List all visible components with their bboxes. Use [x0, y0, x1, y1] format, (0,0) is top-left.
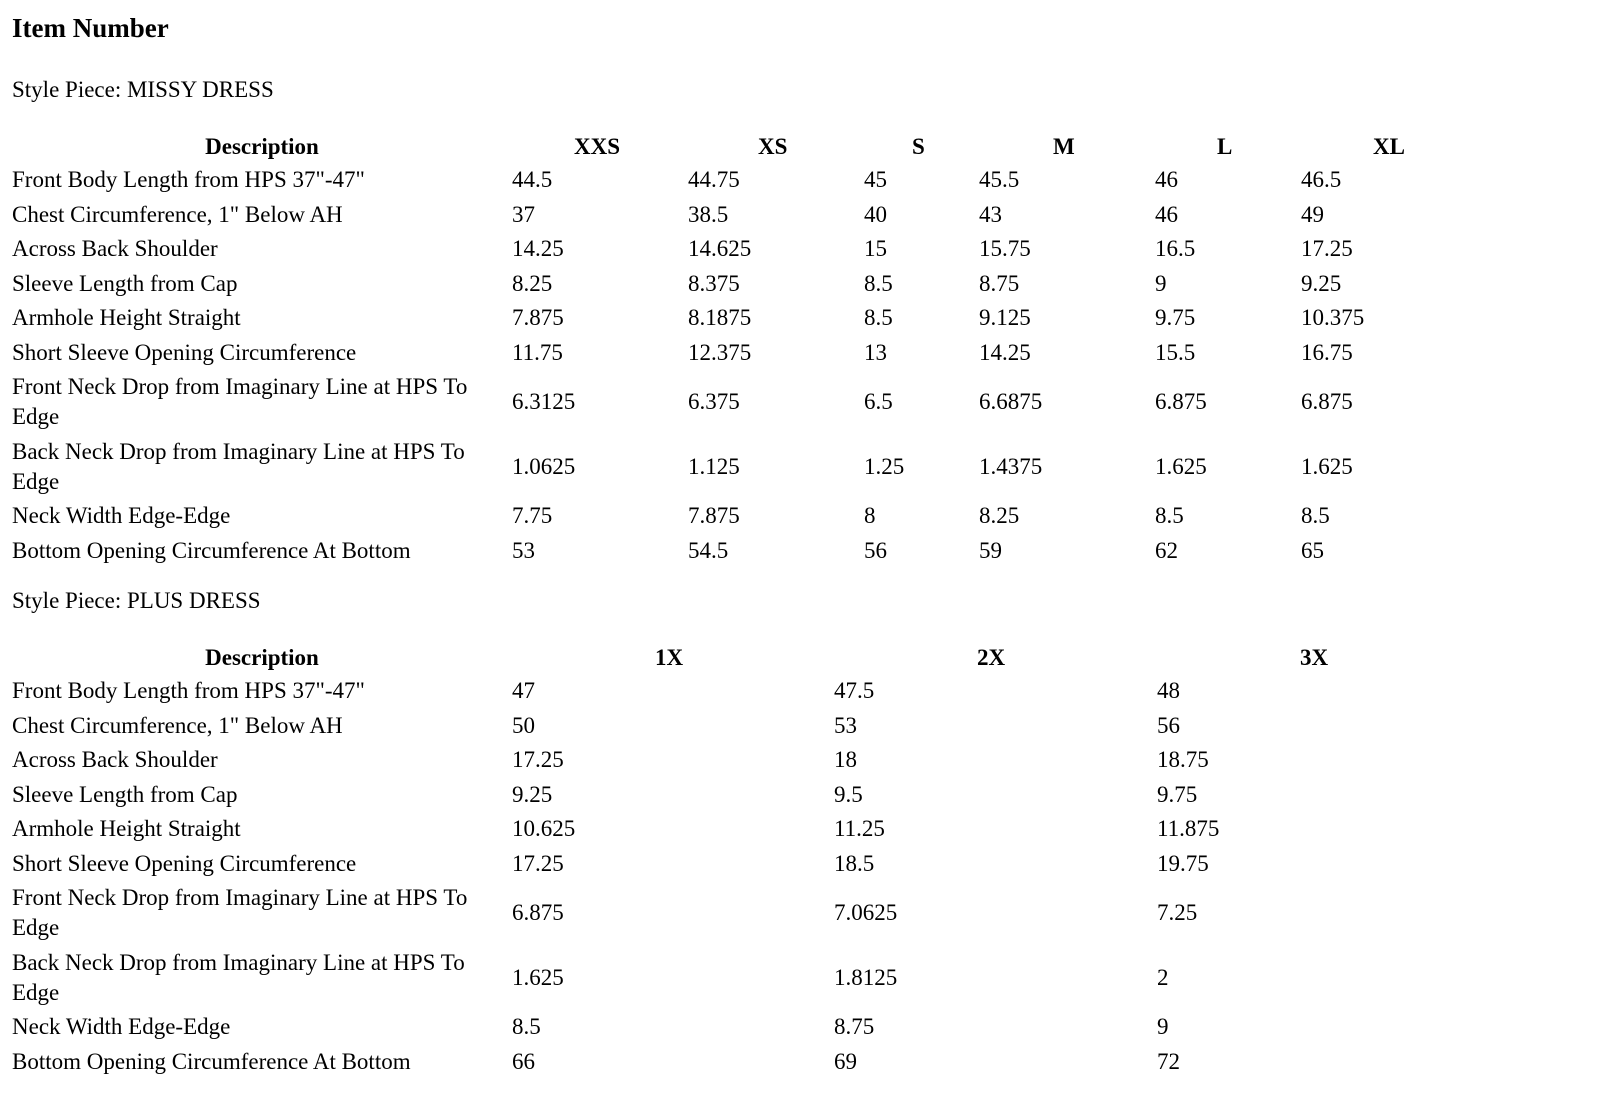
measurement-value: 8 — [864, 503, 876, 529]
row-description: Back Neck Drop from Imaginary Line at HPS To Edge — [12, 438, 465, 494]
measurement-value: 8.5 — [1155, 503, 1184, 529]
row-description: Front Body Length from HPS 37"-47" — [12, 167, 365, 193]
measurement-value: 15.5 — [1155, 339, 1196, 365]
item-number-heading: Item Number — [12, 13, 169, 43]
row-description: Front Neck Drop from Imaginary Line at HPS To Edge — [12, 374, 468, 430]
measurement-value: 8.1875 — [688, 305, 752, 331]
measurement-value: 69 — [834, 1048, 857, 1074]
measurement-value: 45 — [864, 167, 887, 193]
measurement-value: 37 — [512, 201, 535, 227]
measurement-value: 18 — [834, 747, 857, 773]
measurement-value: 6.875 — [1155, 389, 1207, 415]
measurement-value: 56 — [1157, 712, 1180, 738]
measurement-value: 9.75 — [1157, 781, 1198, 807]
measurement-value: 14.25 — [512, 236, 564, 262]
table-row — [12, 847, 1587, 882]
measurement-value: 1.625 — [1301, 453, 1353, 479]
measurement-value: 8.75 — [834, 1014, 875, 1040]
measurement-value: 44.5 — [512, 167, 553, 193]
measurement-value: 11.875 — [1157, 816, 1220, 842]
measurement-value: 47.5 — [834, 678, 875, 704]
measurement-value: 38.5 — [688, 201, 729, 227]
measurement-value: 6.875 — [512, 900, 564, 926]
measurement-value: 10.375 — [1301, 305, 1365, 331]
plus-header-row — [12, 642, 1587, 674]
measurement-value: 8.25 — [512, 270, 553, 296]
style-piece-missy: Style Piece: MISSY DRESS — [12, 77, 274, 102]
measurement-value: 9 — [1155, 270, 1167, 296]
column-header-size: XS — [758, 134, 788, 159]
row-description: Across Back Shoulder — [12, 747, 218, 773]
measurement-value: 12.375 — [688, 339, 752, 365]
measurement-value: 11.25 — [834, 816, 885, 842]
row-description: Sleeve Length from Cap — [12, 270, 238, 296]
table-row — [12, 534, 1587, 569]
measurement-value: 13 — [864, 339, 887, 365]
measurement-value: 16.75 — [1301, 339, 1353, 365]
table-row — [12, 232, 1587, 267]
measurement-value: 6.875 — [1301, 389, 1353, 415]
measurement-value: 8.5 — [864, 305, 893, 331]
table-row — [12, 301, 1587, 336]
measurement-value: 43 — [979, 201, 1002, 227]
measurement-value: 8.25 — [979, 503, 1020, 529]
measurement-value: 54.5 — [688, 537, 729, 563]
measurement-value: 44.75 — [688, 167, 740, 193]
measurement-value: 65 — [1301, 537, 1324, 563]
column-header-description: Description — [205, 645, 319, 670]
measurement-value: 9.125 — [979, 305, 1031, 331]
measurement-value: 7.875 — [688, 503, 740, 529]
measurement-value: 62 — [1155, 537, 1178, 563]
column-header-size: S — [912, 134, 925, 159]
missy-dress-spec-table — [12, 131, 1587, 568]
table-row — [12, 336, 1587, 371]
measurement-value: 17.25 — [512, 747, 564, 773]
measurement-value: 15.75 — [979, 236, 1031, 262]
table-row — [12, 1010, 1587, 1045]
column-header-size: 2X — [977, 645, 1006, 670]
measurement-value: 72 — [1157, 1048, 1180, 1074]
measurement-value: 46 — [1155, 167, 1178, 193]
table-row — [12, 435, 1587, 500]
row-description: Front Neck Drop from Imaginary Line at HPS To Edge — [12, 885, 468, 941]
measurement-value: 1.0625 — [512, 453, 576, 479]
measurement-value: 53 — [512, 537, 535, 563]
measurement-value: 8.5 — [512, 1014, 541, 1040]
measurement-value: 17.25 — [1301, 236, 1353, 262]
row-description: Neck Width Edge-Edge — [12, 1014, 231, 1040]
table-row — [12, 881, 1587, 946]
measurement-value: 48 — [1157, 678, 1180, 704]
table-row — [12, 778, 1587, 813]
measurement-value: 8.5 — [1301, 503, 1330, 529]
measurement-value: 8.5 — [864, 270, 893, 296]
measurement-value: 45.5 — [979, 167, 1020, 193]
column-header-size: 3X — [1300, 645, 1329, 670]
measurement-value: 9.25 — [512, 781, 553, 807]
table-row — [12, 163, 1587, 198]
measurement-value: 2 — [1157, 964, 1169, 990]
measurement-value: 9.5 — [834, 781, 863, 807]
measurement-value: 18.75 — [1157, 747, 1209, 773]
row-description: Short Sleeve Opening Circumference — [12, 339, 357, 365]
measurement-value: 8.75 — [979, 270, 1020, 296]
measurement-value: 8.375 — [688, 270, 740, 296]
measurement-value: 1.8125 — [834, 964, 898, 990]
table-row — [12, 709, 1587, 744]
missy-header-row — [12, 131, 1587, 163]
column-header-size: 1X — [655, 645, 684, 670]
measurement-value: 66 — [512, 1048, 535, 1074]
measurement-value: 6.375 — [688, 389, 740, 415]
column-header-size: M — [1053, 134, 1075, 159]
row-description: Back Neck Drop from Imaginary Line at HPS To Edge — [12, 949, 465, 1005]
measurement-value: 11.75 — [512, 339, 563, 365]
measurement-value: 17.25 — [512, 850, 564, 876]
measurement-value: 14.625 — [688, 236, 752, 262]
measurement-value: 7.25 — [1157, 900, 1198, 926]
row-description: Bottom Opening Circumference At Bottom — [12, 1048, 411, 1074]
table-row — [12, 946, 1587, 1011]
measurement-value: 7.875 — [512, 305, 564, 331]
row-description: Chest Circumference, 1" Below AH — [12, 201, 343, 227]
measurement-value: 7.75 — [512, 503, 553, 529]
table-row — [12, 674, 1587, 709]
measurement-value: 49 — [1301, 201, 1324, 227]
table-row — [12, 812, 1587, 847]
row-description: Across Back Shoulder — [12, 236, 218, 262]
measurement-value: 10.625 — [512, 816, 576, 842]
measurement-value: 1.4375 — [979, 453, 1043, 479]
measurement-value: 18.5 — [834, 850, 875, 876]
table-row — [12, 499, 1587, 534]
row-description: Armhole Height Straight — [12, 816, 241, 842]
measurement-value: 56 — [864, 537, 887, 563]
measurement-value: 19.75 — [1157, 850, 1209, 876]
table-row — [12, 267, 1587, 302]
measurement-value: 53 — [834, 712, 857, 738]
measurement-value: 7.0625 — [834, 900, 898, 926]
row-description: Front Body Length from HPS 37"-47" — [12, 678, 365, 704]
measurement-value: 6.5 — [864, 389, 893, 415]
measurement-value: 6.3125 — [512, 389, 576, 415]
measurement-value: 9.25 — [1301, 270, 1342, 296]
measurement-value: 59 — [979, 537, 1002, 563]
measurement-value: 40 — [864, 201, 887, 227]
row-description: Short Sleeve Opening Circumference — [12, 850, 357, 876]
measurement-value: 1.25 — [864, 453, 905, 479]
table-row — [12, 370, 1587, 435]
column-header-size: XL — [1373, 134, 1405, 159]
column-header-description: Description — [205, 134, 319, 159]
measurement-value: 47 — [512, 678, 535, 704]
measurement-value: 1.125 — [688, 453, 740, 479]
row-description: Chest Circumference, 1" Below AH — [12, 712, 343, 738]
style-piece-plus: Style Piece: PLUS DRESS — [12, 588, 261, 613]
row-description: Armhole Height Straight — [12, 305, 241, 331]
measurement-value: 6.6875 — [979, 389, 1043, 415]
measurement-value: 14.25 — [979, 339, 1031, 365]
measurement-value: 46.5 — [1301, 167, 1342, 193]
measurement-value: 16.5 — [1155, 236, 1196, 262]
row-description: Sleeve Length from Cap — [12, 781, 238, 807]
measurement-value: 50 — [512, 712, 535, 738]
measurement-value: 1.625 — [1155, 453, 1207, 479]
plus-dress-spec-table — [12, 642, 1587, 1079]
table-row — [12, 198, 1587, 233]
measurement-value: 9 — [1157, 1014, 1169, 1040]
table-row — [12, 1045, 1587, 1080]
measurement-value: 15 — [864, 236, 887, 262]
column-header-size: L — [1217, 134, 1233, 159]
column-header-size: XXS — [574, 134, 621, 159]
measurement-value: 9.75 — [1155, 305, 1196, 331]
row-description: Neck Width Edge-Edge — [12, 503, 231, 529]
table-row — [12, 743, 1587, 778]
measurement-value: 1.625 — [512, 964, 564, 990]
row-description: Bottom Opening Circumference At Bottom — [12, 537, 411, 563]
measurement-value: 46 — [1155, 201, 1178, 227]
